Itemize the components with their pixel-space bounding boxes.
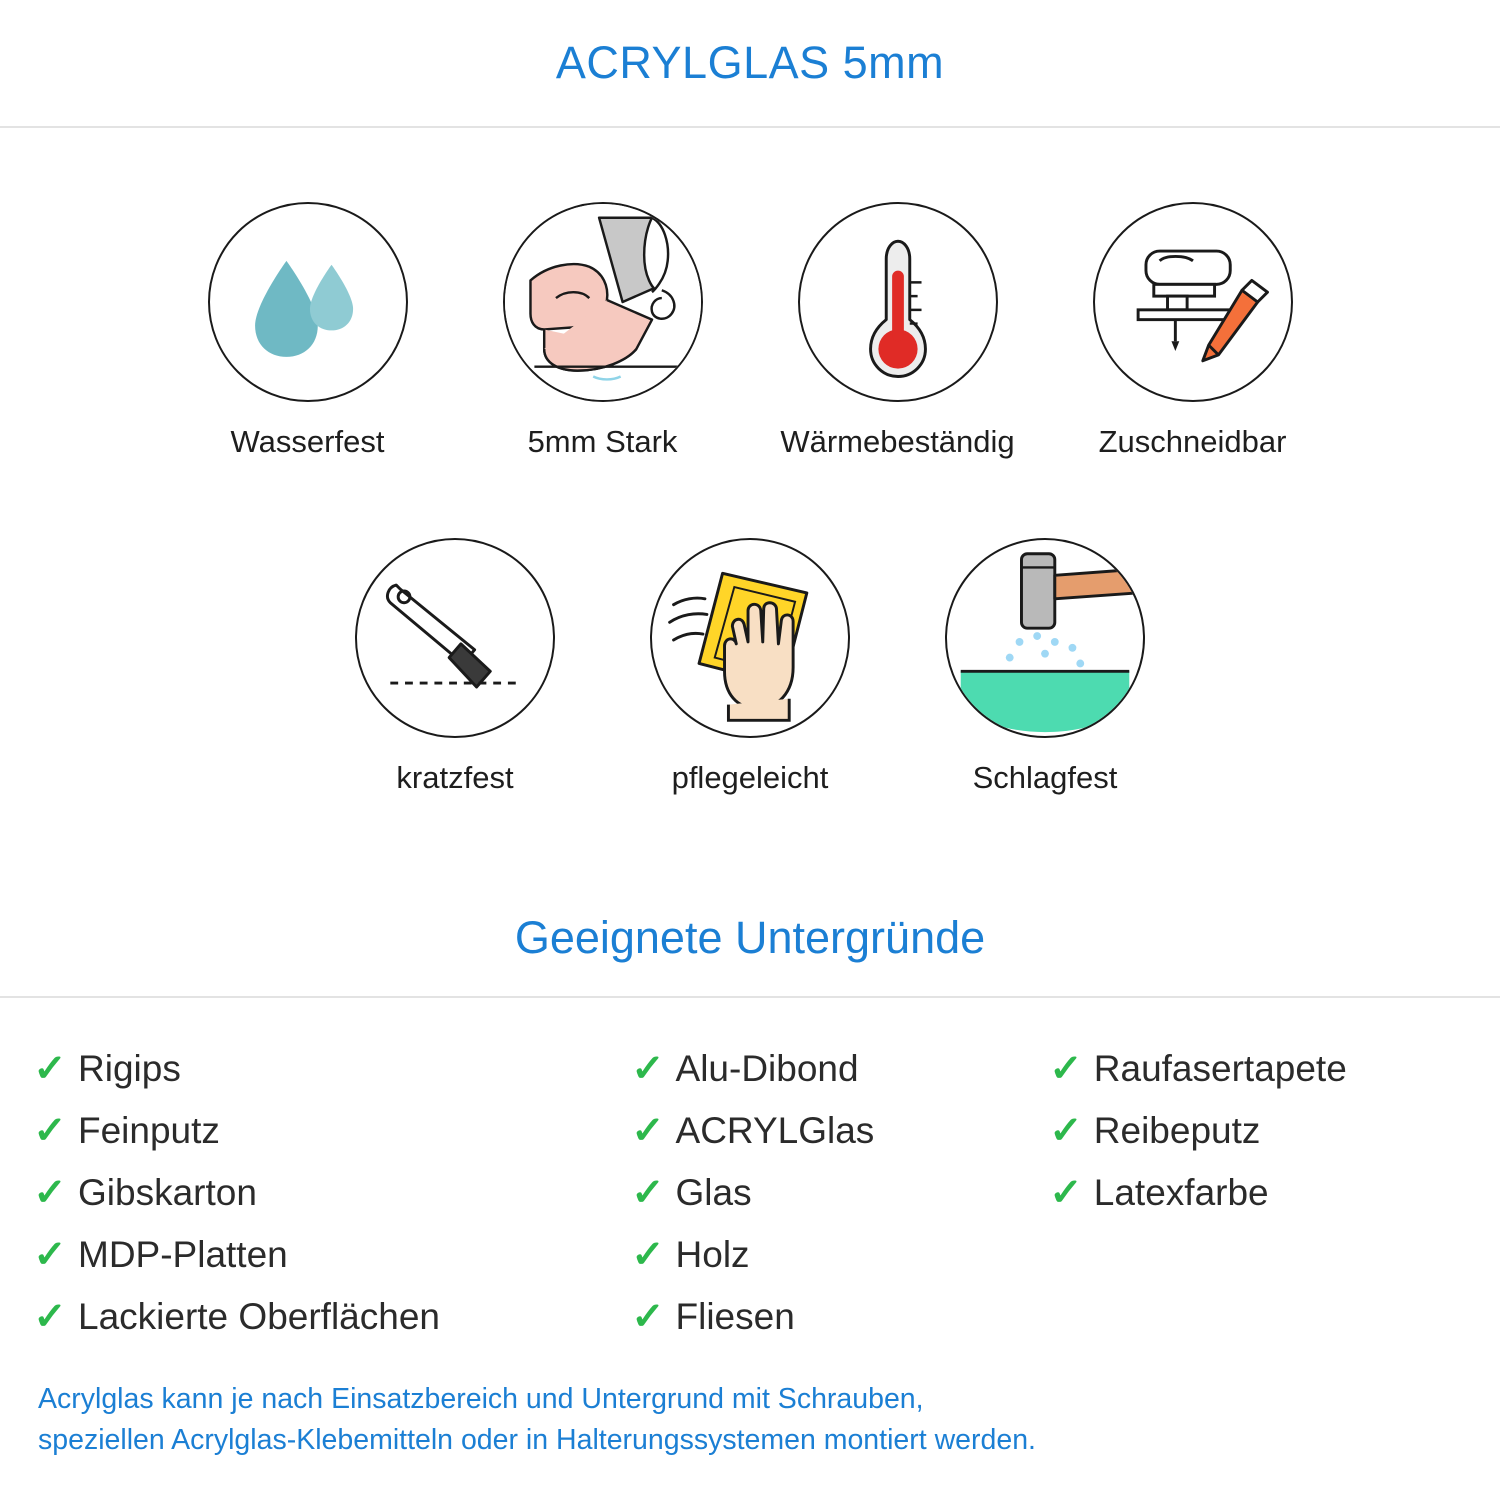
hammer-impact-icon <box>945 538 1145 738</box>
features-section <box>0 128 1500 796</box>
subheader <box>0 880 1500 998</box>
checklist-column-3 <box>1044 1038 1472 1348</box>
feature-row-1 <box>0 202 1500 460</box>
section-title: Geeignete Untergründe <box>514 912 986 963</box>
feature-label: pflegeleicht <box>671 760 829 795</box>
footer-note-line-2: speziellen Acrylglas-Klebemitteln oder in Halterungssystemen montiert werden. <box>38 1423 1036 1456</box>
checklist-column-1 <box>28 1038 626 1348</box>
list-item-label: Holz <box>675 1234 750 1275</box>
jigsaw-cutter-icon <box>1093 202 1293 402</box>
checklist-column-2 <box>626 1038 1044 1348</box>
list-item-label: Latexfarbe <box>1093 1172 1269 1213</box>
feature-label: Schlagfest <box>972 760 1118 795</box>
feature-label: Wasserfest <box>230 424 385 459</box>
list-item <box>1044 1162 1472 1224</box>
list-item-label: Lackierte Oberflächen <box>78 1296 440 1337</box>
list-item-label: MDP-Platten <box>78 1234 288 1275</box>
list-item-label: Reibeputz <box>1093 1110 1261 1151</box>
feature-label: kratzfest <box>396 760 514 795</box>
feature-wasserfest <box>160 202 455 460</box>
list-item <box>28 1100 626 1162</box>
list-item-label: ACRYLGlas <box>675 1110 875 1151</box>
list-item <box>626 1100 1044 1162</box>
list-item-label: Gibskarton <box>78 1172 257 1213</box>
check-icon: ✓ <box>630 1172 665 1214</box>
footer-note-line-1: Acrylglas kann je nach Einsatzbereich und Untergrund mit Schrauben, <box>38 1383 924 1416</box>
list-item <box>28 1162 626 1224</box>
feature-label: Wärmebeständig <box>780 424 1015 459</box>
list-item <box>1044 1038 1472 1100</box>
check-icon: ✓ <box>1049 1110 1083 1152</box>
header <box>0 0 1500 128</box>
cleaning-cloth-hand-icon <box>650 538 850 738</box>
feature-zuschneidbar <box>1045 202 1340 460</box>
feature-waermebestaendig <box>750 202 1045 460</box>
feature-schlagfest <box>898 538 1193 796</box>
footer-note <box>38 1379 1470 1460</box>
check-icon: ✓ <box>33 1234 67 1276</box>
list-item <box>626 1286 1044 1348</box>
feature-kratzfest <box>308 538 603 796</box>
substrates-checklist <box>0 998 1500 1348</box>
list-item <box>1044 1100 1472 1162</box>
feature-label: Zuschneidbar <box>1098 424 1287 459</box>
list-item <box>28 1224 626 1286</box>
list-item-label: Raufasertapete <box>1093 1048 1347 1089</box>
flexing-arm-icon <box>503 202 703 402</box>
feature-label: 5mm Stark <box>527 424 678 459</box>
thermometer-icon <box>798 202 998 402</box>
check-icon: ✓ <box>630 1296 665 1338</box>
check-icon: ✓ <box>33 1110 67 1152</box>
check-icon: ✓ <box>33 1172 67 1214</box>
check-icon: ✓ <box>630 1234 665 1276</box>
check-icon: ✓ <box>630 1048 665 1090</box>
feature-pflegeleicht <box>603 538 898 796</box>
check-icon: ✓ <box>1049 1172 1083 1214</box>
list-item <box>626 1038 1044 1100</box>
list-item <box>28 1038 626 1100</box>
check-icon: ✓ <box>1049 1048 1083 1090</box>
list-item-label: Feinputz <box>78 1110 220 1151</box>
knife-scratch-icon <box>355 538 555 738</box>
list-item-label: Alu-Dibond <box>675 1048 859 1089</box>
list-item <box>626 1162 1044 1224</box>
list-item-label: Glas <box>675 1172 752 1213</box>
feature-5mm-stark <box>455 202 750 460</box>
list-item-label: Rigips <box>78 1048 181 1089</box>
check-icon: ✓ <box>630 1110 665 1152</box>
list-item <box>626 1224 1044 1286</box>
water-drops-icon <box>208 202 408 402</box>
list-item-label: Fliesen <box>675 1296 795 1337</box>
check-icon: ✓ <box>33 1048 67 1090</box>
list-item <box>28 1286 626 1348</box>
feature-row-2 <box>0 538 1500 796</box>
page-title: ACRYLGLAS 5mm <box>555 37 945 88</box>
check-icon: ✓ <box>33 1296 67 1338</box>
